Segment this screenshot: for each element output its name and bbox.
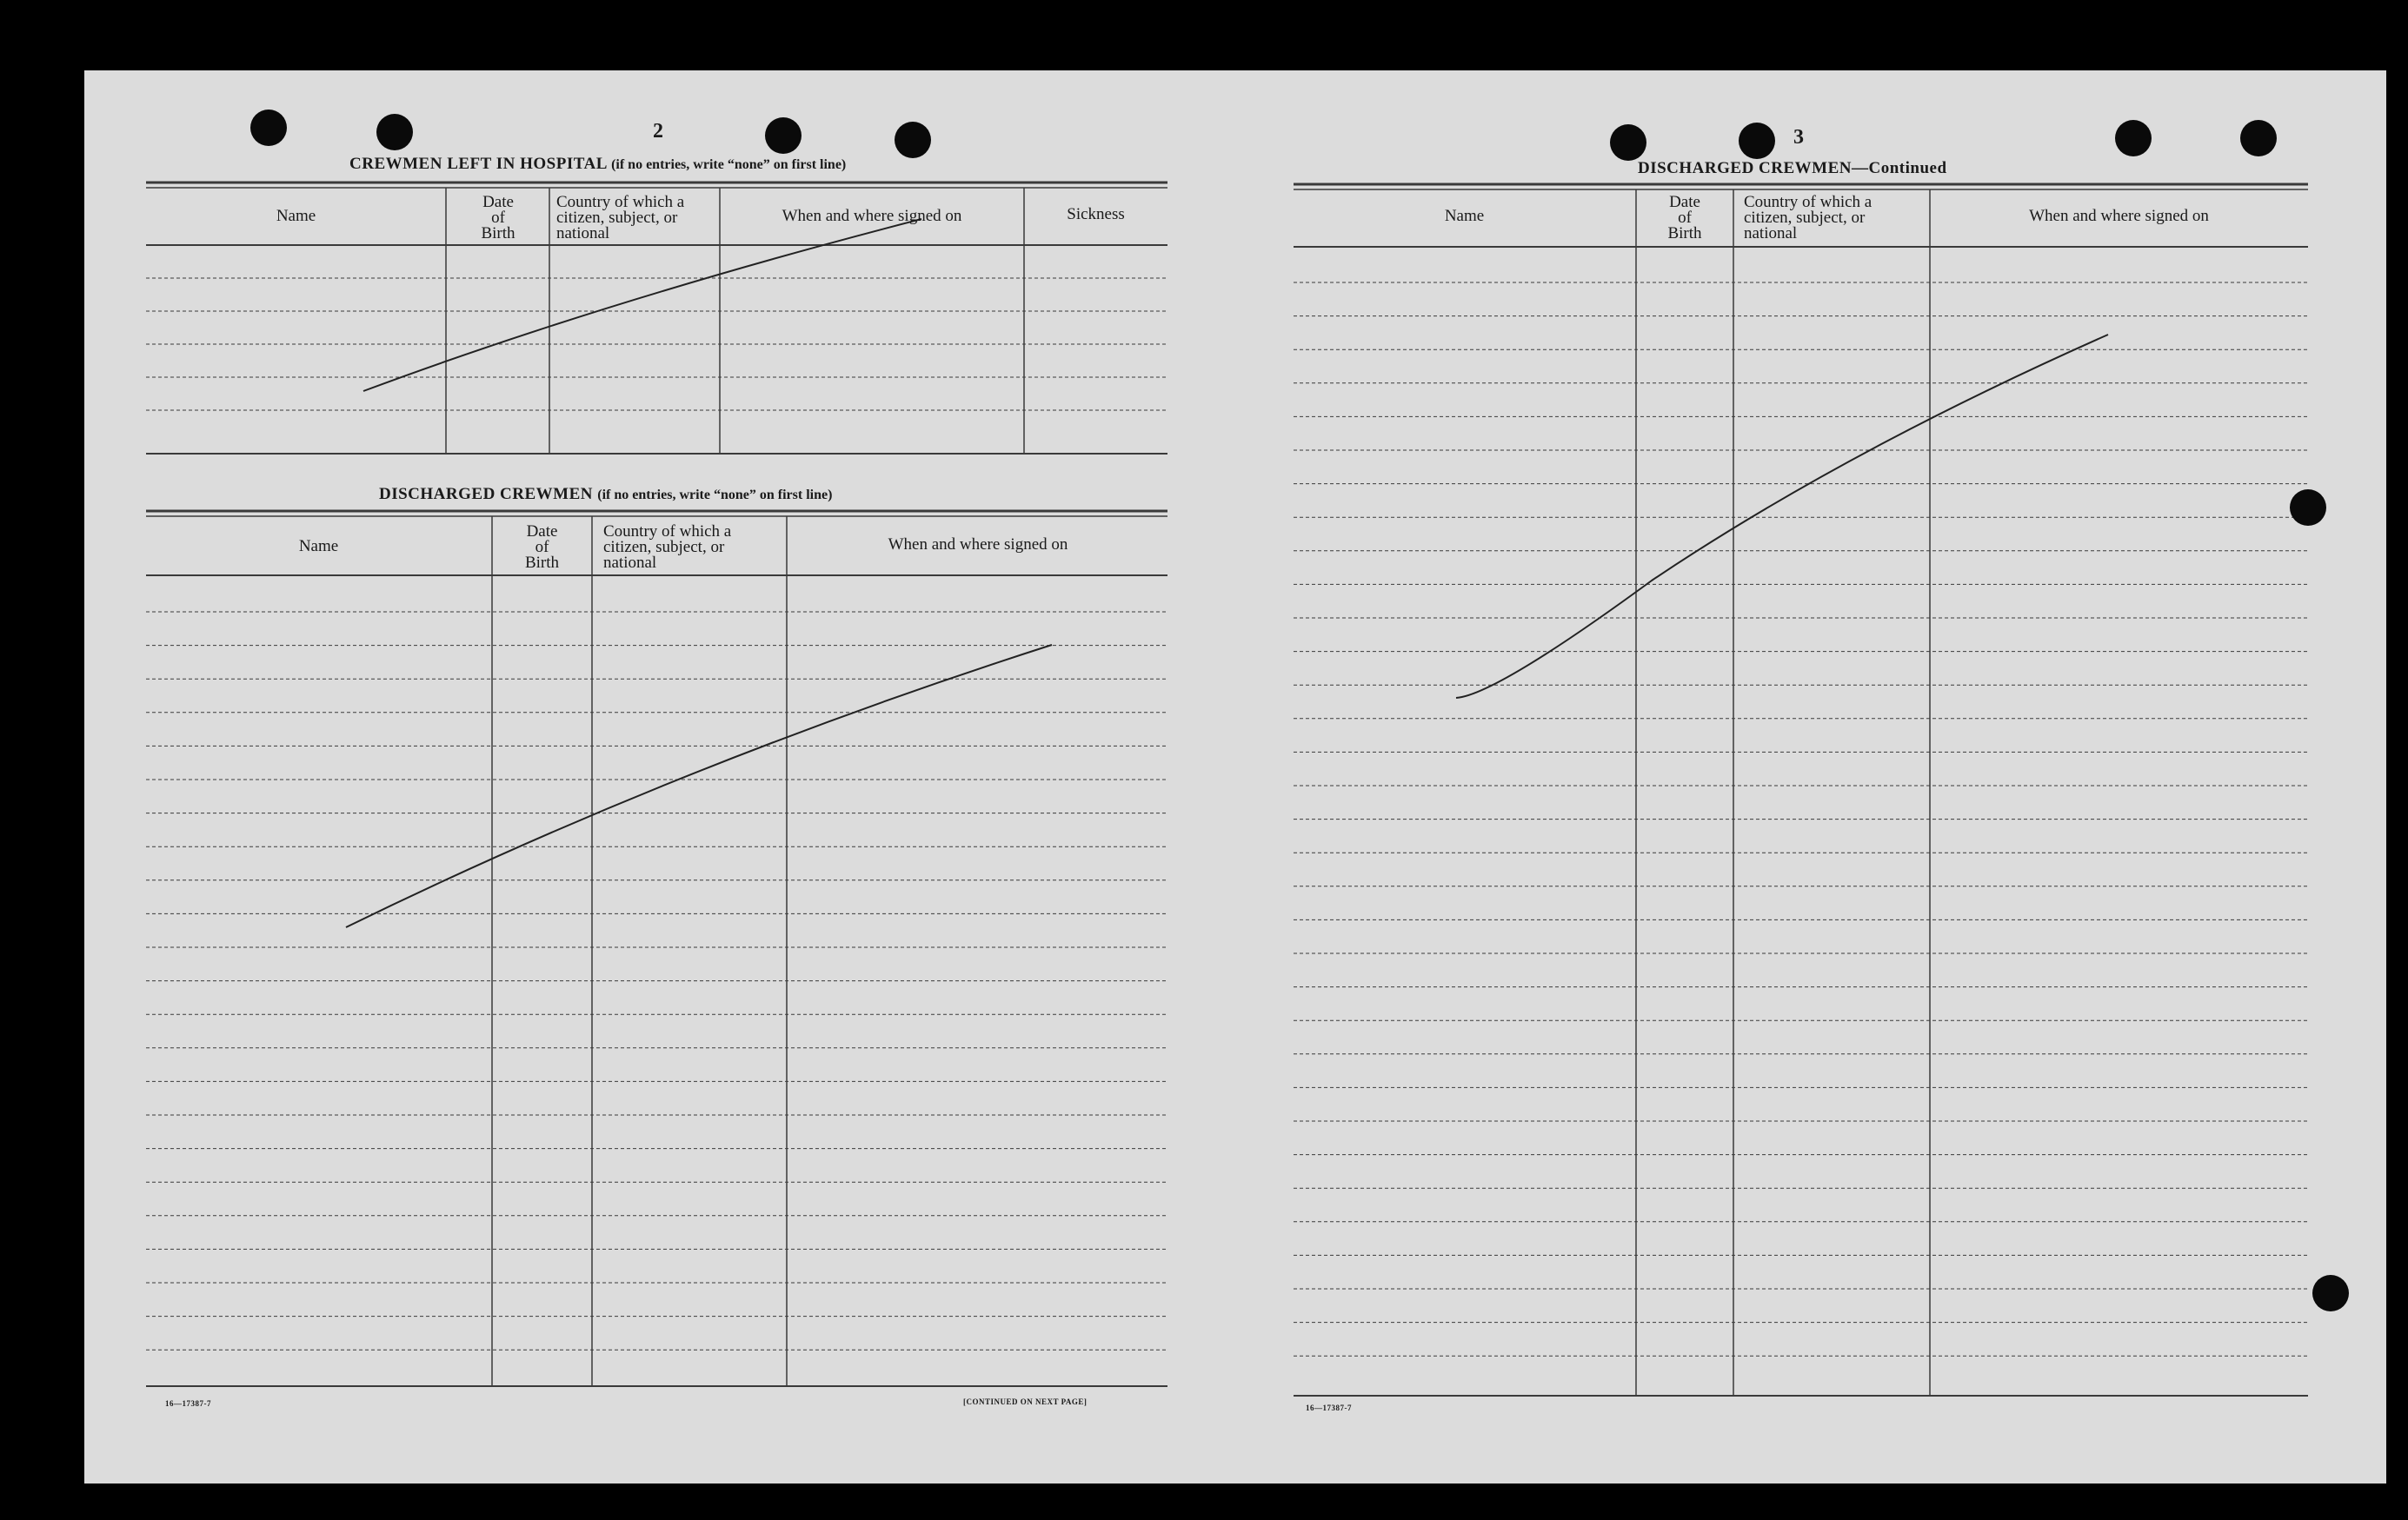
page-number-right: 3	[1793, 126, 1804, 149]
right-col-name: Name	[1444, 207, 1485, 225]
discharged-col-signed-on: When and where signed on	[888, 535, 1068, 554]
punch-hole	[2115, 120, 2152, 156]
right-col-country: Country of which a citizen, subject, or national	[1744, 193, 1873, 242]
punch-hole	[765, 117, 802, 154]
right-col-dob: Date of Birth	[1667, 193, 1702, 242]
discharged-title-note: (if no entries, write “none” on first line)	[597, 488, 833, 502]
punch-hole	[250, 110, 287, 146]
right-col-signed-on: When and where signed on	[2029, 207, 2209, 225]
punch-hole	[1739, 123, 1775, 159]
discharged-col-dob: Date of Birth	[524, 522, 560, 572]
punch-hole	[376, 114, 413, 150]
punch-hole	[895, 122, 931, 158]
right-section-title: DISCHARGED CREWMEN—Continued	[1638, 159, 1947, 177]
form-number-right: 16—17387-7	[1306, 1404, 1352, 1412]
hospital-col-sickness: Sickness	[1067, 205, 1125, 223]
punch-hole	[2290, 489, 2326, 526]
hospital-section-title	[349, 155, 846, 174]
pen-strike-right	[1456, 335, 2108, 698]
punch-hole	[2312, 1275, 2349, 1311]
punch-hole	[1610, 124, 1646, 161]
hospital-col-name: Name	[276, 207, 316, 225]
discharged-col-country: Country of which a citizen, subject, or national	[603, 522, 732, 572]
discharged-col-name: Name	[298, 537, 339, 555]
hospital-title-note: (if no entries, write “none” on first line)	[611, 157, 847, 172]
hospital-col-signed-on: When and where signed on	[782, 207, 962, 225]
pen-strike-discharged	[346, 645, 1052, 927]
hospital-col-dob: Date of Birth	[481, 193, 516, 242]
page-number-left: 2	[653, 120, 663, 143]
punch-hole	[2240, 120, 2277, 156]
discharged-title-text: DISCHARGED CREWMEN	[379, 485, 593, 503]
hospital-col-country: Country of which a citizen, subject, or national	[556, 193, 685, 242]
form-number-left: 16—17387-7	[165, 1399, 211, 1408]
continued-note: [CONTINUED ON NEXT PAGE]	[963, 1397, 1088, 1406]
hospital-title-text: CREWMEN LEFT IN HOSPITAL	[349, 155, 607, 173]
discharged-section-title	[379, 485, 832, 504]
